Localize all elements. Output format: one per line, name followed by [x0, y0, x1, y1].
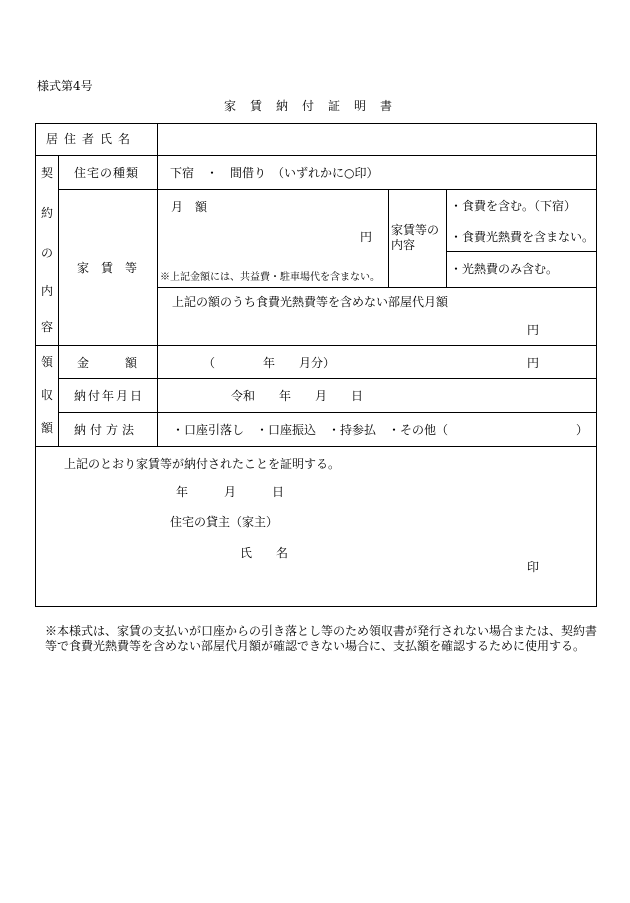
col-divider: [388, 189, 389, 287]
footnote: ※本様式は、家賃の支払いが口座からの引き落とし等のため領収書が発行されない場合または、契約書 等で食費光熱費等を含めない部屋代月額が確認できない場合に、支払額を確認するために使用する。: [45, 624, 598, 653]
document-title: 家賃納付証明書: [223, 99, 406, 113]
row-divider: [35, 155, 597, 156]
housing-type-label: 住宅の種類: [74, 166, 140, 180]
receipt-label-char: 収: [40, 388, 53, 402]
payment-method-close: ）: [576, 423, 589, 437]
form-number: 様式第4号: [37, 79, 93, 93]
row-divider: [157, 287, 597, 288]
rent-contents-label: 家賃等の: [391, 223, 440, 237]
rent-contents-option[interactable]: ・食費を含む。（下宿）: [450, 199, 577, 213]
rent-label: 家 賃 等: [77, 261, 138, 275]
rent-contents-option[interactable]: ・光熱費のみ含む。: [450, 262, 559, 276]
contract-label-char: 契: [40, 166, 53, 180]
col-divider: [157, 123, 158, 446]
certification-date[interactable]: 年 月 日: [176, 485, 285, 499]
receipt-label-char: 領: [40, 355, 53, 369]
receipt-label-char: 額: [40, 421, 53, 435]
row-divider: [58, 378, 597, 379]
resident-name-field[interactable]: [158, 124, 596, 155]
row-divider: [446, 251, 597, 252]
row-divider: [35, 345, 597, 346]
resident-name-label: 居住者氏名: [46, 132, 137, 146]
yen-unit: 円: [527, 323, 540, 337]
yen-unit: 円: [527, 356, 540, 370]
rent-contents-option[interactable]: ・食費光熱費を含まない。: [450, 230, 595, 244]
amount-label: 金 額: [77, 356, 142, 370]
contract-label-char: 約: [40, 206, 53, 220]
landlord-name-label: 氏 名: [240, 546, 289, 560]
rent-contents-label: 内容: [391, 238, 416, 252]
monthly-amount-label: 月 額: [171, 200, 208, 214]
col-divider: [446, 189, 447, 287]
contract-label-char: の: [40, 246, 53, 260]
yen-unit: 円: [360, 230, 373, 244]
certification-text: 上記のとおり家賃等が納付されたことを証明する。: [64, 457, 341, 471]
payment-date-value[interactable]: 令和 年 月 日: [231, 389, 364, 403]
seal-mark: 印: [527, 560, 540, 574]
payment-method-label: 納付方法: [74, 423, 139, 437]
contract-label-char: 内: [40, 284, 53, 298]
amount-period[interactable]: （ 年 月分）: [203, 356, 336, 370]
landlord-label: 住宅の貸主（家主）: [170, 515, 279, 529]
row-divider: [58, 189, 597, 190]
row-divider: [58, 412, 597, 413]
payment-date-label: 納付年月日: [74, 389, 145, 403]
room-rent-label: 上記の額のうち食費光熱費等を含めない部屋代月額: [172, 295, 449, 309]
row-divider: [35, 446, 597, 447]
contract-label-char: 容: [40, 320, 53, 334]
payment-method-options[interactable]: ・口座引落し ・口座振込 ・持参払 ・その他（: [172, 423, 449, 437]
col-divider: [58, 155, 59, 446]
rent-note: ※上記金額には、共益費・駐車場代を含まない。: [160, 272, 380, 283]
housing-type-options[interactable]: 下宿 ・ 間借り （いずれかに○印）: [170, 166, 379, 180]
